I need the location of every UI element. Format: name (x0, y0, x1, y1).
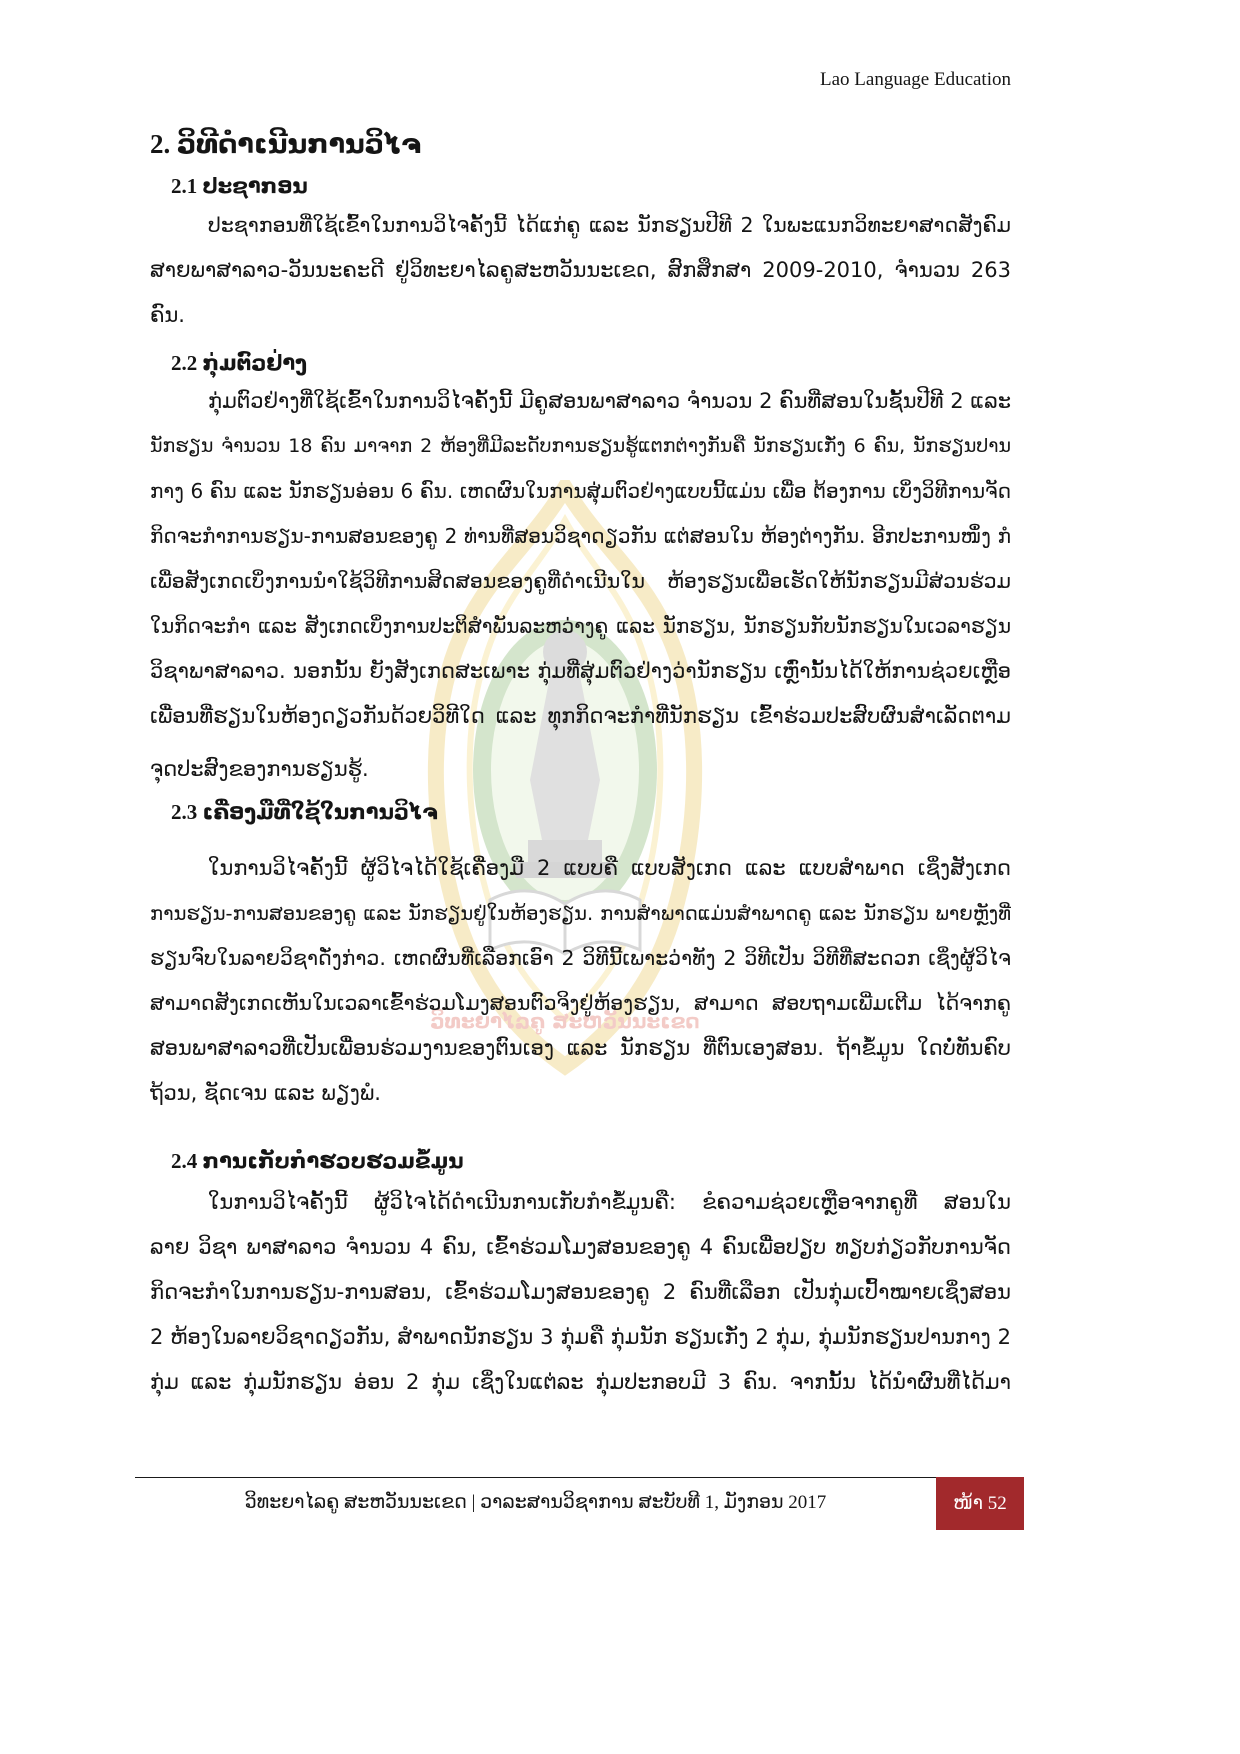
page-number-badge: ໜ້າ 52 (936, 1477, 1024, 1530)
paragraph-line: ວິຊາພາສາລາວ. ນອກນັ້ນ ຍັງສັງເກດສະເພາະ ກຸ່ມທີ່ສຸ່ມຕົວຢ່າງວ່ານັກຮຽນ ເຫຼົ່ານັ້ນໄດ້ໃຫ້ການຊ່ວຍເຫຼືອ (150, 659, 1011, 683)
paragraph-line: ຈຸດປະສົງຂອງການຮຽນຮູ້. (150, 757, 369, 781)
paragraph-line: ກຸ່ມຕົວຢ່າງທີ່ໃຊ້ເຂົ້າໃນການວິໄຈຄັ້ງນີ້ ມີຄູສອນພາສາລາວ ຈຳນວນ 2 ຄົນທີ່ສອນໃນຊັ້ນປີທີ 2 ແລະ (208, 389, 1011, 413)
paragraph-line: ເພື່ອສັງເກດເບິ່ງການນຳໃຊ້ວິທີການສິດສອນຂອງຄູທີ່ດຳເນີນໃນ ຫ້ອງຮຽນເພື່ອເຮັດໃຫ້ນັກຮຽນມີສ່ວນຮ່ວມ (150, 569, 1011, 593)
running-title: Lao Language Education (820, 69, 1011, 90)
paragraph-line: ສາຍພາສາລາວ-ວັນນະຄະດີ ຢູ່ວິທະຍາໄລຄູສະຫວັນນະເຂດ, ສົກສຶກສາ 2009-2010, ຈຳນວນ 263 (150, 258, 1011, 282)
paragraph-line: ສາມາດສັງເກດເຫັນໃນເວລາເຂົ້າຮ່ວມໂມງສອນຕົວຈິງຢູ່ຫ້ອງຮຽນ, ສາມາດ ສອບຖາມເພີ່ມເຕີມ ໄດ້ຈາກຄູ (150, 991, 1011, 1015)
subsection-heading-population: 2.1 ປະຊາກອນ (171, 174, 308, 198)
paragraph-line: ນັກຮຽນ ຈຳນວນ 18 ຄົນ ມາຈາກ 2 ຫ້ອງທີ່ມີລະດັບການຮຽນຮູ້ແຕກຕ່າງກັນຄື ນັກຮຽນເກັ່ງ 6 ຄົນ, ນັກຮຽນປານ (150, 435, 1011, 457)
subsection-heading-research-tools: 2.3 ເຄື່ອງມືທີ່ໃຊ້ໃນການວິໄຈ (171, 800, 438, 824)
paragraph-line: ກິດຈະກຳການຮຽນ-ການສອນຂອງຄູ 2 ທ່ານທີ່ສອນວິຊາດຽວກັນ ແຕ່ສອນໃນ ຫ້ອງຕ່າງກັນ. ອີກປະການໜຶ່ງ ກໍ (150, 524, 1011, 548)
paragraph-line: ໃນການວິໄຈຄັ້ງນີ້ ຜູ້ວິໄຈໄດ້ໃຊ້ເຄື່ອງມື 2 ແບບຄື ແບບສັງເກດ ແລະ ແບບສຳພາດ ເຊິ່ງສັງເກດ (208, 856, 1011, 880)
subsection-heading-sample-group: 2.2 ກຸ່ມຕົວຢ່າງ (171, 351, 308, 375)
subsection-heading-data-collection: 2.4 ການເກັບກຳຮວບຮວມຂໍ້ມູນ (171, 1149, 464, 1173)
section-heading: 2. ວິທີດຳເນີນການວິໄຈ (150, 129, 422, 159)
paragraph-line: ສອນພາສາລາວທີ່ເປັນເພື່ອນຮ່ວມງານຂອງຕົນເອງ ແລະ ນັກຮຽນ ທີ່ຕົນເອງສອນ. ຖ້າຂໍ້ມູນ ໃດບໍ່ທັນຄົບ (150, 1036, 1011, 1060)
watermark-lettering: ວິທະຍາໄລຄູ ສະຫວັນນະເຂດ (430, 1009, 700, 1033)
paragraph-population (150, 203, 1011, 338)
paragraph-line: ຮຽນຈົບໃນລາຍວິຊາດັ່ງກ່າວ. ເຫດຜົນທີ່ເລືອກເອົາ 2 ວິທີນີ້ເພາະວ່າທັງ 2 ວິທີເປັນ ວິທີທີ່ສະດວກ ເຊິ່ງຜູ້ວິໄຈ (150, 946, 1011, 970)
paragraph-line: ຄົນ. (150, 303, 185, 327)
paragraph-line: ລາຍ ວິຊາ ພາສາລາວ ຈຳນວນ 4 ຄົນ, ເຂົ້າຮ່ວມໂມງສອນຂອງຄູ 4 ຄົນເພື່ອປຽບ ທຽບກ່ຽວກັບການຈັດ (150, 1235, 1011, 1259)
paragraph-line: ໃນການວິໄຈຄັ້ງນີ້ ຜູ້ວິໄຈໄດ້ດຳເນີນການເກັບກຳຂໍ້ມູນຄື: ຂໍຄວາມຊ່ວຍເຫຼືອຈາກຄູທີ່ ສອນໃນ (208, 1190, 1011, 1214)
paragraph-research-tools (150, 846, 1011, 1116)
paragraph-line: 2 ຫ້ອງໃນລາຍວິຊາດຽວກັນ, ສຳພາດນັກຮຽນ 3 ກຸ່ມຄື ກຸ່ມນັກ ຮຽນເກັ່ງ 2 ກຸ່ມ, ກຸ່ມນັກຮຽນປານກາງ 2 (150, 1325, 1011, 1349)
paragraph-line: ເພື່ອນທີ່ຮຽນໃນຫ້ອງດຽວກັນດ້ວຍວິທີໃດ ແລະ ທຸກກິດຈະກຳທີ່ນັກຮຽນ ເຂົ້າຮ່ວມປະສົບຜົນສຳເລັດຕາມ (150, 704, 1011, 728)
paragraph-line: ໃນກິດຈະກຳ ແລະ ສັງເກດເບິ່ງການປະຕິສຳພັນລະຫວ່າງຄູ ແລະ ນັກຮຽນ, ນັກຮຽນກັບນັກຮຽນໃນເວລາຮຽນ (150, 614, 1011, 638)
footer-citation: ວິທະຍາໄລຄູ ສະຫວັນນະເຂດ | ວາລະສານວິຊາການ ສະບັບທີ 1, ມັງກອນ 2017 (244, 1492, 827, 1513)
footer-divider (135, 1477, 936, 1478)
paragraph-line: ກາງ 6 ຄົນ ແລະ ນັກຮຽນອ່ອນ 6 ຄົນ. ເຫດຜົນໃນການສຸ່ມຕົວຢ່າງແບບນີ້ແມ່ນ ເພື່ອ ຕ້ອງການ ເບິ່ງວິທີການຈັດ (150, 479, 1011, 503)
paragraph-line: ປະຊາກອນທີ່ໃຊ້ເຂົ້າໃນການວິໄຈຄັ້ງນີ້ ໄດ້ແກ່ຄູ ແລະ ນັກຮຽນປີທີ 2 ໃນພະແນກວິທະຍາສາດສັງຄົມ (208, 213, 1011, 237)
paragraph-line: ການຮຽນ-ການສອນຂອງຄູ ແລະ ນັກຮຽນຢູ່ໃນຫ້ອງຮຽນ. ການສຳພາດແມ່ນສຳພາດຄູ ແລະ ນັກຮຽນ ພາຍຫຼັງທີ່ (150, 902, 1011, 925)
paragraph-data-collection (150, 1180, 1011, 1405)
paragraph-sample-group (150, 379, 1011, 792)
paragraph-line: ກິດຈະກຳໃນການຮຽນ-ການສອນ, ເຂົ້າຮ່ວມໂມງສອນຂອງຄູ 2 ຄົນທີ່ເລືອກ ເປັນກຸ່ມເປົ້າໝາຍເຊິ່ງສອນ (150, 1280, 1011, 1304)
paragraph-line: ຖ້ວນ, ຊັດເຈນ ແລະ ພຽງພໍ. (150, 1081, 381, 1105)
paragraph-line: ກຸ່ມ ແລະ ກຸ່ມນັກຮຽນ ອ່ອນ 2 ກຸ່ມ ເຊິ່ງໃນແຕ່ລະ ກຸ່ມປະກອບມີ 3 ຄົນ. ຈາກນັ້ນ ໄດ້ນຳຜົນທີ່ໄດ້ມາ (150, 1370, 1011, 1394)
